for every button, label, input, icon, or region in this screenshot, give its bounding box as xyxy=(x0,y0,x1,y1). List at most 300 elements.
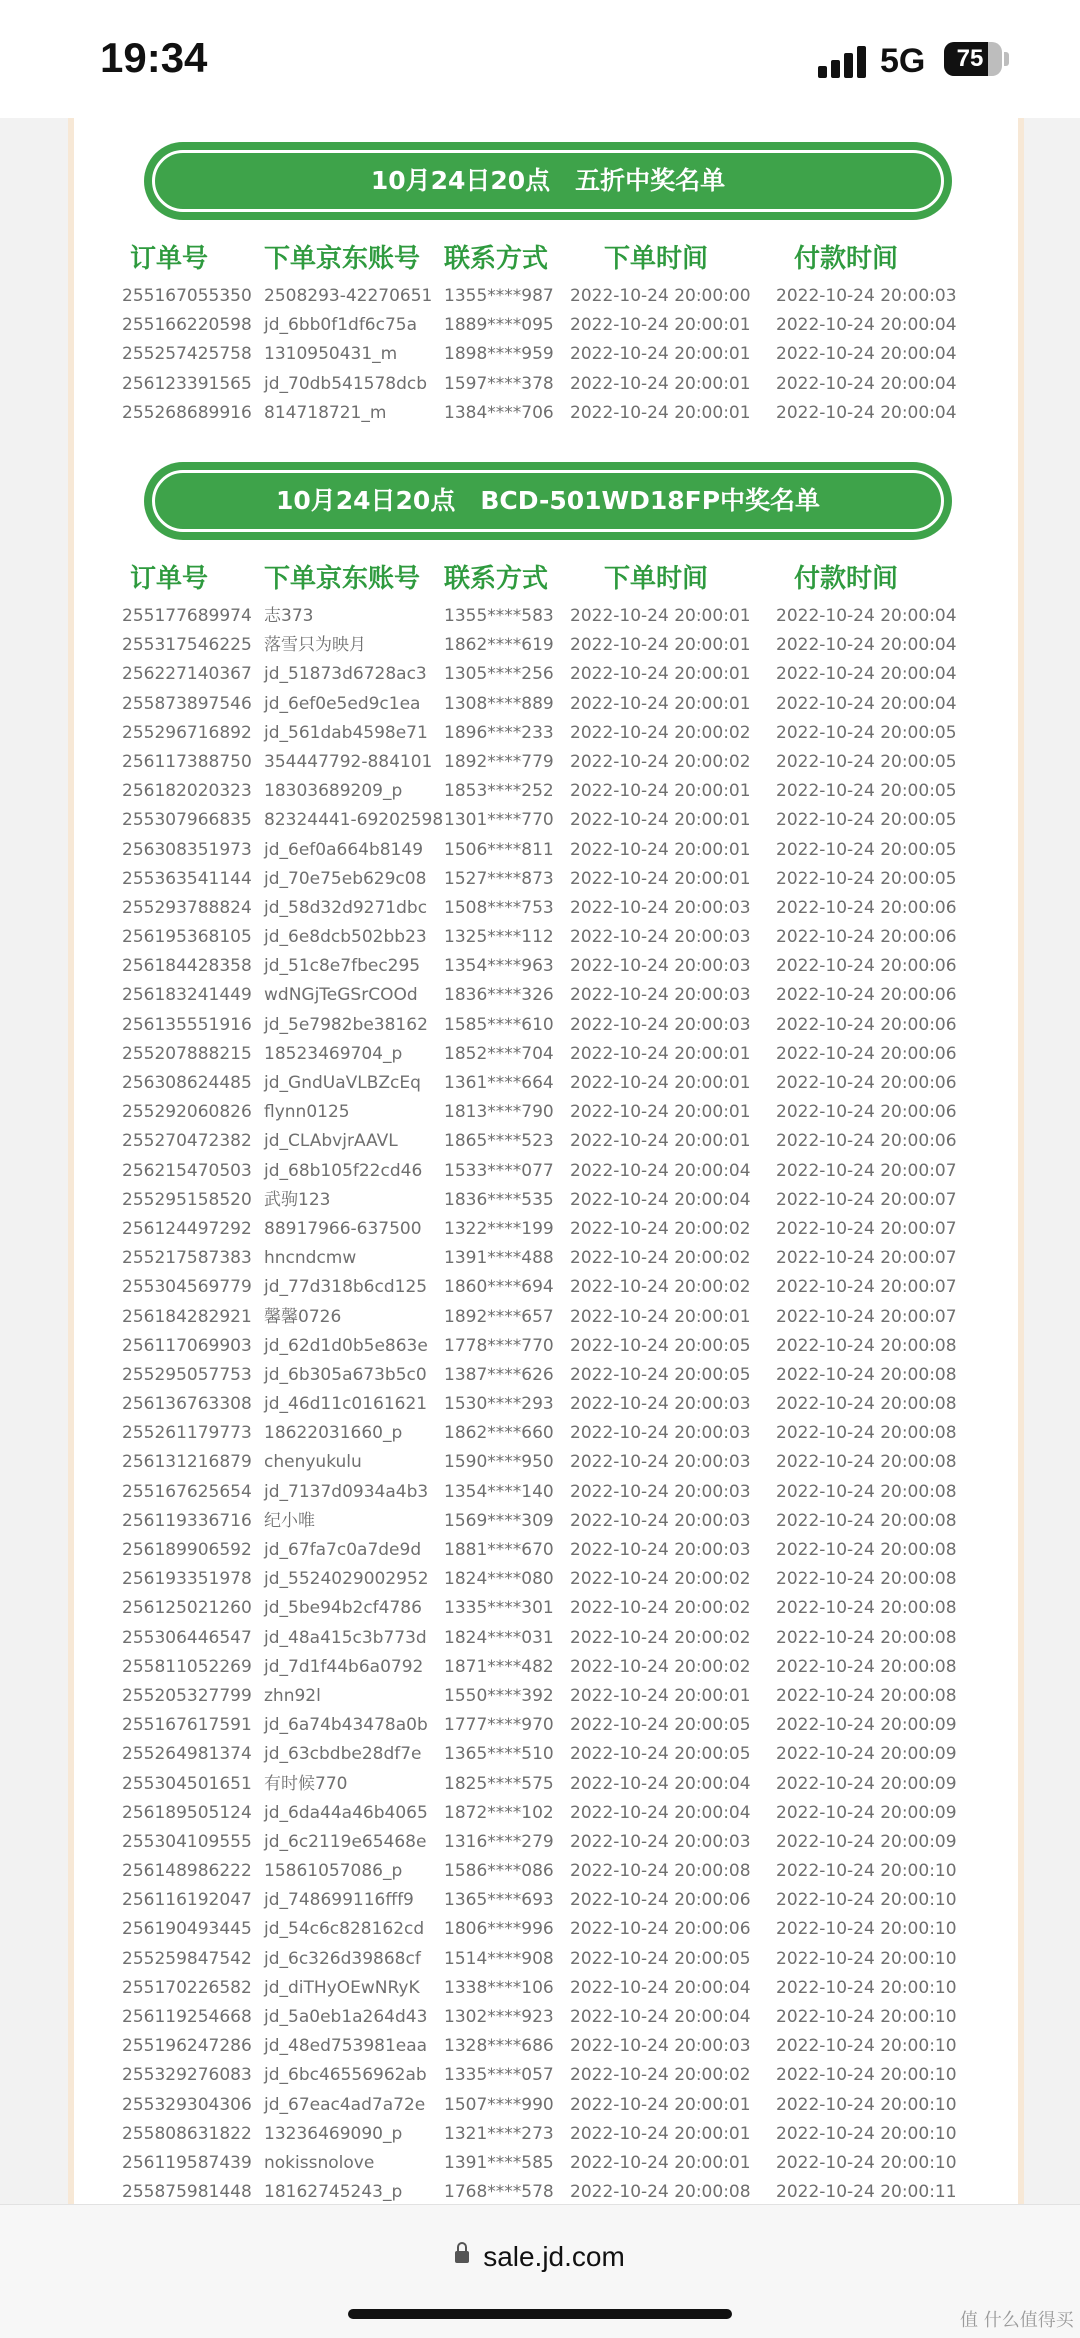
order-id-cell: 255293788824 xyxy=(122,897,252,918)
account-cell: jd_6bb0f1df6c75a xyxy=(264,315,418,336)
order-time-cell: 2022-10-24 20:00:01 xyxy=(570,1043,751,1064)
account-cell: jd_5e7982be38162 xyxy=(264,1014,428,1035)
contact-cell: 1530****293 xyxy=(444,1394,554,1415)
order-time-cell: 2022-10-24 20:00:05 xyxy=(570,1715,751,1736)
table-row xyxy=(74,1127,1018,1156)
order-time-cell: 2022-10-24 20:00:01 xyxy=(570,373,751,394)
account-cell: jd_58d32d9271dbc xyxy=(264,897,428,918)
order-time-cell: 2022-10-24 20:00:03 xyxy=(570,1014,751,1035)
contact-cell: 1824****080 xyxy=(444,1569,554,1590)
table-row xyxy=(74,748,1018,777)
contact-cell: 1365****693 xyxy=(444,1890,554,1911)
order-time-cell: 2022-10-24 20:00:05 xyxy=(570,1364,751,1385)
pay-time-cell: 2022-10-24 20:00:08 xyxy=(776,1394,957,1415)
order-id-cell: 256119336716 xyxy=(122,1510,252,1531)
order-id-cell: 255259847542 xyxy=(122,1948,252,1969)
order-time-cell: 2022-10-24 20:00:04 xyxy=(570,1802,751,1823)
order-time-cell: 2022-10-24 20:00:02 xyxy=(570,1569,751,1590)
pay-time-cell: 2022-10-24 20:00:06 xyxy=(776,1102,957,1123)
pay-time-cell: 2022-10-24 20:00:08 xyxy=(776,1510,957,1531)
order-time-cell: 2022-10-24 20:00:05 xyxy=(570,1948,751,1969)
pay-time-cell: 2022-10-24 20:00:10 xyxy=(776,1919,957,1940)
order-time-cell: 2022-10-24 20:00:04 xyxy=(570,2007,751,2027)
col-order-time: 下单时间 xyxy=(604,564,709,594)
table-row xyxy=(74,1565,1018,1594)
order-time-cell: 2022-10-24 20:00:01 xyxy=(570,344,751,365)
order-id-cell: 255207888215 xyxy=(122,1043,252,1064)
table-row xyxy=(74,602,1018,631)
table-row xyxy=(74,1273,1018,1302)
winner-list-page xyxy=(68,118,1024,2204)
account-cell: jd_7137d0934a4b3 xyxy=(264,1481,429,1502)
signal-icon xyxy=(818,44,870,78)
contact-cell: 1898****959 xyxy=(444,344,554,365)
pay-time-cell: 2022-10-24 20:00:07 xyxy=(776,1248,957,1269)
order-id-cell: 255329304306 xyxy=(122,2094,252,2115)
order-time-cell: 2022-10-24 20:00:04 xyxy=(570,1160,751,1181)
pay-time-cell: 2022-10-24 20:00:04 xyxy=(776,315,957,336)
account-cell: jd_561dab4598e71 xyxy=(264,722,428,743)
pay-time-cell: 2022-10-24 20:00:09 xyxy=(776,1773,957,1794)
account-cell: wdNGjTeGSrCOOd xyxy=(264,985,418,1006)
pay-time-cell: 2022-10-24 20:00:09 xyxy=(776,1802,957,1823)
order-id-cell: 256183241449 xyxy=(122,985,252,1006)
contact-cell: 1321****273 xyxy=(444,2123,554,2144)
order-time-cell: 2022-10-24 20:00:05 xyxy=(570,1335,751,1356)
order-id-cell: 256308624485 xyxy=(122,1073,252,1093)
browser-bottom-bar xyxy=(0,2204,1080,2338)
table-row xyxy=(74,1332,1018,1361)
order-time-cell: 2022-10-24 20:00:01 xyxy=(570,635,751,656)
pay-time-cell: 2022-10-24 20:00:06 xyxy=(776,1073,957,1093)
account-cell: nokissnolove xyxy=(264,2152,375,2173)
table-row xyxy=(74,1886,1018,1915)
order-time-cell: 2022-10-24 20:00:03 xyxy=(570,1540,751,1560)
contact-cell: 1354****140 xyxy=(444,1481,554,1502)
account-cell: jd_748699116fff9 xyxy=(264,1890,414,1911)
order-id-cell: 256124497292 xyxy=(122,1218,252,1239)
table-row xyxy=(74,2178,1018,2204)
contact-cell: 1586****086 xyxy=(444,1861,554,1882)
table-row xyxy=(74,777,1018,806)
order-id-cell: 255304501651 xyxy=(122,1773,252,1794)
contact-cell: 1585****610 xyxy=(444,1014,554,1035)
order-time-cell: 2022-10-24 20:00:02 xyxy=(570,722,751,743)
order-time-cell: 2022-10-24 20:00:00 xyxy=(570,286,751,306)
order-id-cell: 256184282921 xyxy=(122,1306,252,1327)
account-cell: jd_6c2119e65468e xyxy=(264,1831,427,1852)
account-cell: jd_70e75eb629c08 xyxy=(264,868,427,889)
account-cell: 纪小唯 xyxy=(264,1510,315,1531)
account-cell: 82324441-69202598 xyxy=(264,810,444,831)
pay-time-cell: 2022-10-24 20:00:10 xyxy=(776,1948,957,1969)
table-row xyxy=(74,2061,1018,2090)
order-time-cell: 2022-10-24 20:00:03 xyxy=(570,1423,751,1444)
account-cell: jd_6b305a673b5c0 xyxy=(264,1364,427,1385)
pay-time-cell: 2022-10-24 20:00:08 xyxy=(776,1540,957,1560)
col-contact: 联系方式 xyxy=(444,244,549,274)
order-id-cell: 255363541144 xyxy=(122,868,252,889)
order-time-cell: 2022-10-24 20:00:04 xyxy=(570,1189,751,1210)
contact-cell: 1355****583 xyxy=(444,606,554,626)
col-order-id: 订单号 xyxy=(130,244,209,274)
pay-time-cell: 2022-10-24 20:00:04 xyxy=(776,402,957,423)
pay-time-cell: 2022-10-24 20:00:05 xyxy=(776,751,957,772)
table-row xyxy=(74,952,1018,981)
contact-cell: 1806****996 xyxy=(444,1919,554,1940)
pay-time-cell: 2022-10-24 20:00:04 xyxy=(776,606,957,626)
contact-cell: 1506****811 xyxy=(444,839,554,860)
pay-time-cell: 2022-10-24 20:00:10 xyxy=(776,1977,957,1998)
table-row xyxy=(74,1682,1018,1711)
account-cell: jd_6da44a46b4065 xyxy=(264,1802,428,1823)
account-cell: jd_63cbdbe28df7e xyxy=(264,1744,422,1765)
order-id-cell: 255808631822 xyxy=(122,2123,252,2144)
account-cell: 13236469090_p xyxy=(264,2123,403,2144)
table-row xyxy=(74,1507,1018,1536)
account-cell: 2508293-42270651 xyxy=(264,286,433,306)
table-row xyxy=(74,2003,1018,2032)
pay-time-cell: 2022-10-24 20:00:04 xyxy=(776,373,957,394)
account-cell: jd_6ef0e5ed9c1ea xyxy=(264,693,421,714)
contact-cell: 1335****057 xyxy=(444,2065,554,2086)
account-cell: hncndcmw xyxy=(264,1248,357,1269)
order-time-cell: 2022-10-24 20:00:02 xyxy=(570,751,751,772)
order-time-cell: 2022-10-24 20:00:01 xyxy=(570,1131,751,1152)
order-time-cell: 2022-10-24 20:00:01 xyxy=(570,2123,751,2144)
account-cell: jd_GndUaVLBZcEq xyxy=(264,1073,421,1093)
table-header xyxy=(74,558,1018,598)
pay-time-cell: 2022-10-24 20:00:08 xyxy=(776,1335,957,1356)
order-id-cell: 255261179773 xyxy=(122,1423,252,1444)
table-row xyxy=(74,1186,1018,1215)
contact-cell: 1768****578 xyxy=(444,2182,554,2203)
account-cell: 814718721_m xyxy=(264,402,387,423)
status-bar xyxy=(0,0,1080,118)
order-time-cell: 2022-10-24 20:00:01 xyxy=(570,1073,751,1093)
account-cell: jd_67eac4ad7a72e xyxy=(264,2094,426,2115)
table-row xyxy=(74,1915,1018,1944)
pay-time-cell: 2022-10-24 20:00:11 xyxy=(776,2182,957,2203)
contact-cell: 1862****660 xyxy=(444,1423,554,1444)
col-account: 下单京东账号 xyxy=(264,244,421,274)
table-row xyxy=(74,1711,1018,1740)
contact-cell: 1533****077 xyxy=(444,1160,554,1181)
order-id-cell: 255167625654 xyxy=(122,1481,252,1502)
battery-icon xyxy=(944,42,1002,76)
order-time-cell: 2022-10-24 20:00:04 xyxy=(570,1977,751,1998)
order-time-cell: 2022-10-24 20:00:06 xyxy=(570,1919,751,1940)
table-row xyxy=(74,1478,1018,1507)
contact-cell: 1836****535 xyxy=(444,1189,554,1210)
order-time-cell: 2022-10-24 20:00:03 xyxy=(570,897,751,918)
account-cell: 馨馨0726 xyxy=(264,1306,342,1327)
contact-cell: 1301****770 xyxy=(444,810,554,831)
table-row xyxy=(74,923,1018,952)
account-cell: jd_diTHyOEwNRyK xyxy=(264,1977,420,1998)
contact-cell: 1590****950 xyxy=(444,1452,554,1473)
pay-time-cell: 2022-10-24 20:00:06 xyxy=(776,956,957,977)
order-id-cell: 256117069903 xyxy=(122,1335,252,1356)
table-row xyxy=(74,1303,1018,1332)
contact-cell: 1862****619 xyxy=(444,635,554,656)
table-row xyxy=(74,1594,1018,1623)
order-id-cell: 255307966835 xyxy=(122,810,252,831)
contact-cell: 1824****031 xyxy=(444,1627,554,1648)
col-order-id: 订单号 xyxy=(130,564,209,594)
pay-time-cell: 2022-10-24 20:00:08 xyxy=(776,1569,957,1590)
contact-cell: 1896****233 xyxy=(444,722,554,743)
pay-time-cell: 2022-10-24 20:00:05 xyxy=(776,810,957,831)
account-cell: jd_68b105f22cd46 xyxy=(264,1160,423,1181)
pay-time-cell: 2022-10-24 20:00:06 xyxy=(776,1131,957,1152)
order-time-cell: 2022-10-24 20:00:01 xyxy=(570,606,751,626)
order-id-cell: 256227140367 xyxy=(122,664,252,685)
order-time-cell: 2022-10-24 20:00:01 xyxy=(570,810,751,831)
contact-cell: 1322****199 xyxy=(444,1218,554,1239)
pay-time-cell: 2022-10-24 20:00:04 xyxy=(776,635,957,656)
account-cell: jd_6a74b43478a0b xyxy=(264,1715,428,1736)
pay-time-cell: 2022-10-24 20:00:06 xyxy=(776,897,957,918)
contact-cell: 1308****889 xyxy=(444,693,554,714)
contact-cell: 1384****706 xyxy=(444,402,554,423)
order-time-cell: 2022-10-24 20:00:05 xyxy=(570,1744,751,1765)
account-cell: 落雪只为映月 xyxy=(264,635,366,656)
order-id-cell: 255296716892 xyxy=(122,722,252,743)
table-row xyxy=(74,2149,1018,2178)
table-row xyxy=(74,1770,1018,1799)
contact-cell: 1569****309 xyxy=(444,1510,554,1531)
order-time-cell: 2022-10-24 20:00:02 xyxy=(570,1277,751,1298)
account-cell: 88917966-637500 xyxy=(264,1218,422,1239)
order-id-cell: 256117388750 xyxy=(122,751,252,772)
order-time-cell: 2022-10-24 20:00:03 xyxy=(570,2036,751,2057)
account-cell: jd_6ef0a664b8149 xyxy=(264,839,424,860)
order-id-cell: 255167617591 xyxy=(122,1715,252,1736)
order-id-cell: 256308351973 xyxy=(122,839,252,860)
order-time-cell: 2022-10-24 20:00:02 xyxy=(570,1656,751,1677)
order-time-cell: 2022-10-24 20:00:02 xyxy=(570,2065,751,2086)
order-time-cell: 2022-10-24 20:00:01 xyxy=(570,693,751,714)
contact-cell: 1355****987 xyxy=(444,286,554,306)
contact-cell: 1527****873 xyxy=(444,868,554,889)
order-id-cell: 256189505124 xyxy=(122,1802,252,1823)
contact-cell: 1865****523 xyxy=(444,1131,554,1152)
contact-cell: 1316****279 xyxy=(444,1831,554,1852)
pay-time-cell: 2022-10-24 20:00:07 xyxy=(776,1189,957,1210)
table-row xyxy=(74,370,1018,399)
contact-cell: 1354****963 xyxy=(444,956,554,977)
table-row xyxy=(74,1448,1018,1477)
contact-cell: 1825****575 xyxy=(444,1773,554,1794)
pay-time-cell: 2022-10-24 20:00:09 xyxy=(776,1715,957,1736)
status-time: 19:34 xyxy=(100,34,208,81)
account-cell: 有时候770 xyxy=(264,1773,348,1794)
pay-time-cell: 2022-10-24 20:00:08 xyxy=(776,1481,957,1502)
table-row xyxy=(74,2091,1018,2120)
table-row xyxy=(74,981,1018,1010)
battery-level: 75 xyxy=(956,45,984,72)
order-id-cell: 255304109555 xyxy=(122,1831,252,1852)
order-id-cell: 255875981448 xyxy=(122,2182,252,2203)
contact-cell: 1391****488 xyxy=(444,1248,554,1269)
order-id-cell: 256135551916 xyxy=(122,1014,252,1035)
order-id-cell: 255317546225 xyxy=(122,635,252,656)
table-row xyxy=(74,1215,1018,1244)
table-row xyxy=(74,1157,1018,1186)
order-time-cell: 2022-10-24 20:00:01 xyxy=(570,2152,751,2173)
order-id-cell: 255873897546 xyxy=(122,693,252,714)
order-id-cell: 255295057753 xyxy=(122,1364,252,1385)
order-id-cell: 255264981374 xyxy=(122,1744,252,1765)
table-row xyxy=(74,660,1018,689)
order-id-cell: 256190493445 xyxy=(122,1919,252,1940)
pay-time-cell: 2022-10-24 20:00:09 xyxy=(776,1744,957,1765)
pay-time-cell: 2022-10-24 20:00:07 xyxy=(776,1218,957,1239)
account-cell: jd_48a415c3b773d xyxy=(264,1627,427,1648)
account-cell: jd_6e8dcb502bb23 xyxy=(264,927,427,948)
home-indicator[interactable] xyxy=(348,2309,732,2319)
pay-time-cell: 2022-10-24 20:00:04 xyxy=(776,693,957,714)
pay-time-cell: 2022-10-24 20:00:07 xyxy=(776,1306,957,1327)
order-id-cell: 255170226582 xyxy=(122,1977,252,1998)
account-cell: jd_5be94b2cf4786 xyxy=(264,1598,422,1619)
contact-cell: 1302****923 xyxy=(444,2007,554,2027)
account-cell: jd_51873d6728ac3 xyxy=(264,664,427,685)
pay-time-cell: 2022-10-24 20:00:06 xyxy=(776,1043,957,1064)
order-id-cell: 256136763308 xyxy=(122,1394,252,1415)
account-cell: jd_5a0eb1a264d43 xyxy=(264,2007,428,2027)
watermark: 值 什么值得买 xyxy=(960,2310,1074,2331)
pay-time-cell: 2022-10-24 20:00:10 xyxy=(776,1890,957,1911)
address-bar[interactable] xyxy=(0,2241,1080,2273)
account-cell: 354447792-884101 xyxy=(264,751,433,772)
contact-cell: 1892****657 xyxy=(444,1306,554,1327)
account-cell: chenyukulu xyxy=(264,1452,362,1473)
pay-time-cell: 2022-10-24 20:00:04 xyxy=(776,344,957,365)
table-row xyxy=(74,894,1018,923)
table-row xyxy=(74,1740,1018,1769)
col-account: 下单京东账号 xyxy=(264,564,421,594)
order-id-cell: 255167055350 xyxy=(122,286,252,306)
table-row xyxy=(74,806,1018,835)
order-time-cell: 2022-10-24 20:00:01 xyxy=(570,402,751,423)
account-cell: 18162745243_p xyxy=(264,2182,403,2203)
account-cell: jd_67fa7c0a7de9d xyxy=(264,1540,422,1560)
order-time-cell: 2022-10-24 20:00:03 xyxy=(570,1394,751,1415)
pay-time-cell: 2022-10-24 20:00:10 xyxy=(776,2152,957,2173)
order-time-cell: 2022-10-24 20:00:03 xyxy=(570,985,751,1006)
account-cell: 15861057086_p xyxy=(264,1861,403,1882)
table-header xyxy=(74,238,1018,278)
col-contact: 联系方式 xyxy=(444,564,549,594)
section-title: 10月24日20点 五折中奖名单 xyxy=(152,150,944,212)
winner-table xyxy=(74,602,1018,2204)
pay-time-cell: 2022-10-24 20:00:08 xyxy=(776,1452,957,1473)
order-time-cell: 2022-10-24 20:00:01 xyxy=(570,1306,751,1327)
pay-time-cell: 2022-10-24 20:00:06 xyxy=(776,1014,957,1035)
table-row xyxy=(74,1624,1018,1653)
order-id-cell: 256148986222 xyxy=(122,1861,252,1882)
account-cell: jd_70db541578dcb xyxy=(264,373,428,394)
account-cell: jd_6c326d39868cf xyxy=(264,1948,421,1969)
table-row xyxy=(74,1799,1018,1828)
order-id-cell: 255329276083 xyxy=(122,2065,252,2086)
table-row xyxy=(74,1828,1018,1857)
url-text: sale.jd.com xyxy=(483,2241,625,2272)
order-id-cell: 256119254668 xyxy=(122,2007,252,2027)
network-label: 5G xyxy=(880,42,926,80)
contact-cell: 1325****112 xyxy=(444,927,554,948)
pay-time-cell: 2022-10-24 20:00:08 xyxy=(776,1685,957,1706)
account-cell: 18622031660_p xyxy=(264,1423,403,1444)
order-id-cell: 255268689916 xyxy=(122,402,252,423)
contact-cell: 1338****106 xyxy=(444,1977,554,1998)
table-row xyxy=(74,1040,1018,1069)
order-time-cell: 2022-10-24 20:00:08 xyxy=(570,2182,751,2203)
contact-cell: 1550****392 xyxy=(444,1685,554,1706)
order-time-cell: 2022-10-24 20:00:03 xyxy=(570,1481,751,1502)
account-cell: jd_5524029002952 xyxy=(264,1569,429,1590)
order-id-cell: 255270472382 xyxy=(122,1131,252,1152)
section-title: 10月24日20点 BCD-501WD18FP中奖名单 xyxy=(152,470,944,532)
pay-time-cell: 2022-10-24 20:00:07 xyxy=(776,1277,957,1298)
contact-cell: 1813****790 xyxy=(444,1102,554,1123)
table-row xyxy=(74,340,1018,369)
order-id-cell: 256123391565 xyxy=(122,373,252,394)
order-id-cell: 255166220598 xyxy=(122,315,252,336)
order-time-cell: 2022-10-24 20:00:01 xyxy=(570,2094,751,2115)
account-cell: 1310950431_m xyxy=(264,344,398,365)
pay-time-cell: 2022-10-24 20:00:10 xyxy=(776,2094,957,2115)
pay-time-cell: 2022-10-24 20:00:10 xyxy=(776,1861,957,1882)
contact-cell: 1507****990 xyxy=(444,2094,554,2115)
account-cell: 18303689209_p xyxy=(264,781,403,802)
order-time-cell: 2022-10-24 20:00:01 xyxy=(570,664,751,685)
pay-time-cell: 2022-10-24 20:00:06 xyxy=(776,985,957,1006)
contact-cell: 1836****326 xyxy=(444,985,554,1006)
order-id-cell: 255304569779 xyxy=(122,1277,252,1298)
contact-cell: 1881****670 xyxy=(444,1540,554,1560)
table-row xyxy=(74,1390,1018,1419)
contact-cell: 1892****779 xyxy=(444,751,554,772)
order-time-cell: 2022-10-24 20:00:08 xyxy=(570,1861,751,1882)
table-row xyxy=(74,311,1018,340)
order-id-cell: 255257425758 xyxy=(122,344,252,365)
contact-cell: 1853****252 xyxy=(444,781,554,802)
table-row xyxy=(74,2032,1018,2061)
contact-cell: 1335****301 xyxy=(444,1598,554,1619)
order-time-cell: 2022-10-24 20:00:01 xyxy=(570,1102,751,1123)
order-id-cell: 256116192047 xyxy=(122,1890,252,1911)
contact-cell: 1852****704 xyxy=(444,1043,554,1064)
pay-time-cell: 2022-10-24 20:00:10 xyxy=(776,2065,957,2086)
lock-icon xyxy=(455,2251,469,2263)
contact-cell: 1597****378 xyxy=(444,373,554,394)
account-cell: jd_46d11c0161621 xyxy=(264,1394,428,1415)
pay-time-cell: 2022-10-24 20:00:05 xyxy=(776,781,957,802)
pay-time-cell: 2022-10-24 20:00:09 xyxy=(776,1831,957,1852)
account-cell: jd_6bc46556962ab xyxy=(264,2065,427,2086)
account-cell: 志373 xyxy=(264,606,314,626)
order-time-cell: 2022-10-24 20:00:03 xyxy=(570,927,751,948)
winner-table xyxy=(74,282,1018,428)
section-banner xyxy=(144,462,952,540)
account-cell: jd_48ed753981eaa xyxy=(264,2036,428,2057)
pay-time-cell: 2022-10-24 20:00:08 xyxy=(776,1423,957,1444)
battery-cap xyxy=(1004,52,1009,66)
contact-cell: 1508****753 xyxy=(444,897,554,918)
